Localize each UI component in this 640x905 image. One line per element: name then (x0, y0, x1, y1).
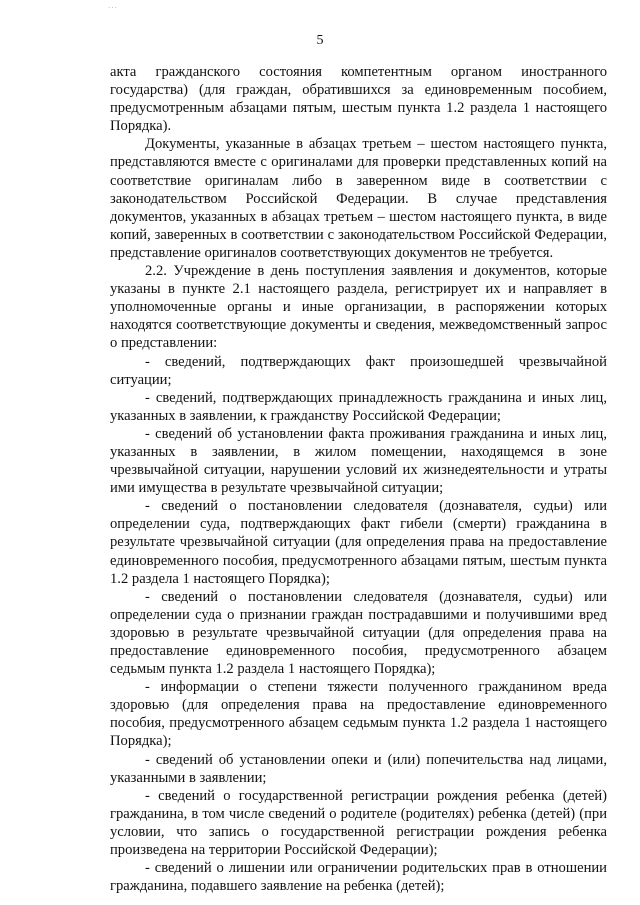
list-item: - сведений о постановлении следователя (дознавателя, судьи) или определении суда о признании граждан пострадавшими и получившими вред здоровью в результате чрезвычайной ситуации (для определения права на предоставление единовременного пособия, предусмотренного абзацем седьмым пункта 1.2 раздела 1 настоящего Порядка); (110, 588, 607, 678)
document-body (110, 63, 607, 895)
list-item: - сведений об установлении факта проживания гражданина и иных лиц, указанных в заявлении, в жилом помещении, находящемся в зоне чрезвычайной ситуации, нарушении условий их жизнедеятельности и утраты ими имущества в результате чрезвычайной ситуации; (110, 425, 607, 497)
list-item: - сведений, подтверждающих факт произошедшей чрезвычайной ситуации; (110, 353, 607, 388)
paragraph: 2.2. Учреждение в день поступления заявления и документов, которые указаны в пункте 2.1 настоящего раздела, регистрирует их и направляет в уполномоченные органы и иные организации, в распоряжении которых находятся соответствующие документы и сведения, межведомственный запрос о представлении: (110, 263, 607, 352)
list-item: - информации о степени тяжести полученного гражданином вреда здоровью (для определения права на предоставление единовременного пособия, предусмотренного абзацем седьмым пункта 1.2 раздела 1 настоящего Порядка); (110, 679, 607, 750)
list-item: - сведений о постановлении следователя (дознавателя, судьи) или определении суда, подтверждающих факт гибели (смерти) гражданина в результате чрезвычайной ситуации (для определения права на предоставление единовременного пособия, предусмотренного абзацами пятым, шестым пункта 1.2 раздела 1 настоящего Порядка); (110, 498, 607, 587)
page-number: 5 (316, 33, 324, 48)
paragraph: акта гражданского состояния компетентным органом иностранного государства) (для граждан, обратившихся за единовременным пособием, предусмотренным абзацами пятым, шестым пункта 1.2 раздела 1 настоящего Порядка). (110, 64, 607, 135)
scan-artifact-mark: ··· (108, 4, 118, 12)
list-item: - сведений о государственной регистрации рождения ребенка (детей) гражданина, в том числе сведений о родителе (родителях) ребенка (детей) (при условии, что запись о государственной регистрации рождения ребенка произведена на территории Российской Федерации); (110, 787, 607, 859)
paragraph: Документы, указанные в абзацах третьем – шестом настоящего пункта, представляются вместе с оригиналами для проверки представленных копий на соответствие оригиналам либо в заверенном виде в соответствии с законодательством Российской Федерации. В случае представления документов, указанных в абзацах третьем – шестом настоящего пункта, в виде копий, заверенных в соответствии с законодательством Российской Федерации, представление оригиналов соответствующих документов не требуется. (110, 136, 607, 261)
list-item: - сведений о лишении или ограничении родительских прав в отношении гражданина, подавшего заявление на ребенка (детей); (110, 860, 607, 895)
list-item: - сведений об установлении опеки и (или) попечительства над лицами, указанными в заявлении; (110, 751, 607, 786)
list-item: - сведений, подтверждающих принадлежность гражданина и иных лиц, указанных в заявлении, к гражданству Российской Федерации; (110, 389, 607, 424)
